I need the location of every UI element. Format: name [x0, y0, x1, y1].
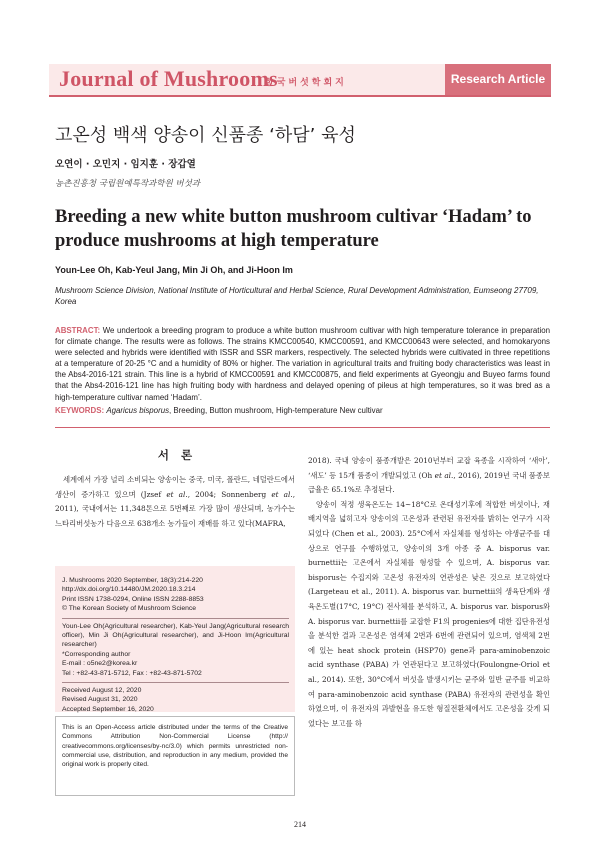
keywords-label: KEYWORDS:	[55, 406, 105, 415]
license-box: This is an Open-Access article distributed under the terms of the Creative Commons Attribution Non-Commercial License (http:// creativecommons.org/licenses/by-nc/3.0) which permits unrestricted non-commercial use, distribution, and reproduction in any medium, provided the original work is properly cited.	[55, 716, 295, 796]
keyword-species: Agaricus bisporus	[106, 406, 170, 415]
intro-paragraph-1-cont: 2018). 국내 양송이 품종개발은 2010년부터 교잡 육종을 시작하여 ‘새아’, ‘새도’ 등 15개 품종이 개발되었고 (Oh et al., 2016), 2019년 국내 품종보급율은 65.1%로 추정된다.	[308, 456, 550, 495]
abstract	[55, 325, 550, 403]
citation: J. Mushrooms 2020 September, 18(3):214-220	[62, 577, 203, 584]
korean-title: 고온성 백색 양송이 신품종 ‘하담’ 육성	[55, 125, 356, 146]
issn: Print ISSN 1738-0294, Online ISSN 2288-8853	[62, 595, 204, 603]
abstract-text: We undertook a breeding program to produce a white button mushroom cultivar with high temperature tolerance in preparation for climate change. The results were as follows. The strains KMCC00540, KMCC00591, and KMCC00643 were selected, and homokaryons were selected and hybrids were identified with ISSR and SSR markers, respectively. The selected hybrids were cultivated in three repetitions at a temperature of 20-25 °C and a humidity of 80% or higher. The variation in agricultural traits and fruiting body characteristics was least in the Abs4-2016-121 strain. This line is a hybrid of KMCC00591 and KMCC00875, and field experiments at Gyeongju and Buyeo farms found that the Abs4-2016-121 line has high fruiting body with hardness and delayed opening of pileus at high temperatures, so it was bred as a high-temperature cultivar named ‘Hadam’.	[55, 326, 550, 402]
revised-date: Revised August 31, 2020	[62, 696, 138, 704]
journal-name: Journal of Mushrooms	[59, 66, 278, 91]
korean-authors: 오연이 · 오민지 · 임지훈 · 장갑열	[55, 159, 196, 170]
article-info-box	[55, 566, 295, 712]
intro-paragraph-2: 양송이 적정 생육온도는 14~18°C로 온대성기후에 적합한 버섯이나, 재배지역을 넓히고자 양송이의 고온성과 관련된 유전자를 밝히는 연구가 시작되었다 (Chen et al., 2003). 25°C에서 자실체를 형성하는 야생균주를 대상으로 연구를 수행하였고, 양송이의 3개 아종 중 A. bisporus var. burnettii는 고온에서 자실체를 형성할 수 있으며, A. bisporus var. bisporus는 수집지와 고온성 유전자의 연관성은 낮은 것으로 보고하였다 (Largeteau et al., 2011). A. bisporus var. burnettii의 생육단계와 생육온도별(17°C, 19°C) 전사체를 분석하고, A. bisporus var. bisporus와 A. bisporus var. burnettii를 교잡한 F1의 progenies에 대한 집단유전성을 분석한 결과 고온성은 염색체 2번과 6번에 관련되어 있으며, 염색체 2번에 있는 heat shock protein (HSP70) gene과 para-aminobenzoic acid synthase (PABA) 가 연관된다고 보고하였다(Foulongne-Oriol et al., 2014). 또한, 30°C에서 버섯을 발생시키는 균주와 일반 균주를 비교하여 para-aminobenzoic acid synthase (PABA) 유전자의 관련성을 확인하였으며, 이 유전자의 과발현을 유도한 형질전환체에서도 고온성을 갖게 되었다는 보고를 하	[308, 499, 550, 728]
abstract-label: ABSTRACT:	[55, 326, 101, 335]
corresponding-author: *Corresponding author	[62, 650, 131, 658]
tel-fax: Tel : +82-43-871-5712, Fax : +82-43-871-5702	[62, 669, 202, 677]
keywords	[55, 406, 550, 415]
author-info: Youn-Lee Oh(Agricultural researcher), Kab-Yeul Jang(Agricultural research officer), Min Ji Oh(Agricultural researcher), and Ji-Hoon Im(Agricultural researcher)	[62, 622, 289, 649]
accepted-date: Accepted September 16, 2020	[62, 705, 154, 713]
doi-link[interactable]: http://dx.doi.org/10.14480/JM.2020.18.3.214	[62, 586, 196, 594]
email[interactable]: E-mail : o5ne2@korea.kr	[62, 660, 138, 668]
info-divider	[62, 618, 289, 619]
journal-header	[49, 64, 551, 97]
journal-name-korean: 한국버섯학회지	[265, 78, 347, 88]
intro-heading: 서론	[157, 448, 205, 462]
section-divider	[55, 427, 550, 428]
korean-affiliation: 농촌진흥청 국립원예특작과학원 버섯과	[55, 179, 200, 189]
copyright: © The Korean Society of Mushroom Science	[62, 605, 197, 613]
english-authors: Youn-Lee Oh, Kab-Yeul Jang, Min Ji Oh, and Ji-Hoon Im	[55, 265, 293, 275]
english-title: Breeding a new white button mushroom cultivar ‘Hadam’ to produce mushrooms at high temperature	[55, 207, 532, 251]
english-affiliation: Mushroom Science Division, National Institute of Horticultural and Herbal Science, Rural Development Administration, Eumseong 27709, Korea	[55, 286, 539, 306]
received-date: Received August 12, 2020	[62, 687, 142, 695]
right-column	[308, 454, 550, 731]
keywords-rest: , Breeding, Button mushroom, High-temperature New cultivar	[169, 406, 383, 415]
article-dates	[62, 686, 289, 714]
page-number: 214	[294, 820, 306, 829]
info-divider-2	[62, 682, 289, 683]
left-column	[55, 447, 295, 531]
intro-paragraph-1: 세계에서 가장 널리 소비되는 양송이는 중국, 미국, 폴란드, 네덜란드에서 생산이 증가하고 있으며 (Jzsef et al., 2004; Sonnenberg et al., 2011), 국내에서는 11,348톤으로 5번째로 가장 많이 생산되며, 농가수는 느타리버섯농가 다음으로 638개소 농가들이 재배를 하고 있다(MAFRA,	[55, 475, 296, 528]
article-type-badge: Research Article	[445, 64, 551, 95]
